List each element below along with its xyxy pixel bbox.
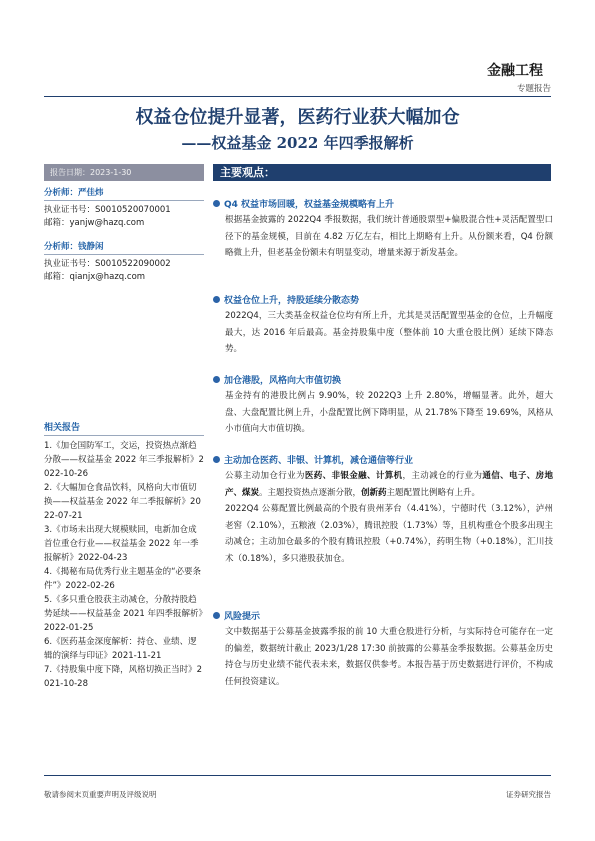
section-body: 文中数据基于公募基金披露季报的前 10 大重仓股进行分析，与实际持仓可能存在一定的偏差，数据统计截止 2023/1/28 17:30 前披露的公募基金季报数据。公募基金历史持仓与历史业绩不能代表未来，数据仅供参考。本报告基于历史数据进行评价，不构成任何投资建议。 [225, 627, 553, 687]
section-market [213, 198, 553, 262]
bullet-icon [213, 296, 220, 303]
bullet-icon [213, 456, 220, 463]
section-heading: Q4 权益市场回暖，权益基金规模略有上升 [213, 198, 553, 212]
bullet-icon [213, 612, 220, 619]
analyst-block [44, 238, 204, 284]
main-points-heading: 主要观点： [220, 166, 275, 179]
brand-label: 金融工程 [487, 63, 543, 79]
bullet-icon [213, 376, 220, 383]
section-heading: 权益仓位上升，持股延续分散态势 [213, 294, 553, 308]
related-report-item[interactable]: 4.《揭秘布局优秀行业主题基金的“必要条件”》2022-02-26 [44, 567, 202, 591]
footer-divider [44, 775, 551, 776]
related-report-item[interactable]: 1.《加仓国防军工，交运，投资热点渐趋分散——权益基金 2022 年三季报解析》2022-10-26 [44, 441, 204, 479]
related-report-item[interactable]: 2.《大幅加仓食品饮料，风格向大市值切换——权益基金 2022 年二季报解析》2022-07-21 [44, 483, 201, 521]
section-heading: 主动加仓医药、非银、计算机，减仓通信等行业 [213, 454, 553, 468]
related-reports [44, 420, 204, 691]
section-body: 2022Q4 公募配置比例最高的个股有贵州茅台（4.41%），宁德时代（3.12%），泸州老窖（2.10%），五粮液（2.03%），腾讯控股（1.73%）等，且机构重仓个股多出现主动减仓；主动加仓最多的个股有腾讯控股（+0.74%），药明生物（+0.18%），汇川技术（0.18%），多只港股获加仓。 [225, 504, 553, 564]
bullet-icon [213, 200, 220, 207]
analyst-panel [44, 184, 204, 284]
related-report-item[interactable]: 7.《持股集中度下降，风格切换正当时》2021-10-28 [44, 665, 203, 689]
report-type: 专题报告 [516, 84, 551, 94]
disclaimer-note: 敬请参阅末页重要声明及评级说明 [44, 790, 157, 799]
related-report-item[interactable]: 5.《多只重仓股获主动减仓，分散持股趋势延续——权益基金 2021 年四季报解析》2022-01-25 [44, 595, 203, 633]
footer-label: 证券研究报告 [506, 790, 551, 799]
analyst-name: 分析师：钱静闲 [44, 238, 204, 255]
header-divider [44, 96, 551, 97]
section-position [213, 294, 553, 358]
analyst-cert: 执业证书号：S0010522090002 [44, 259, 171, 269]
section-body: 基金持有的港股比例占 9.90%，较 2022Q3 上升 2.80%，增幅显著。此外，超大盘、大盘配置比例上升，小盘配置比例下降明显，从 21.78%下降至 19.69%，风格从小市值向大市值切换。 [225, 391, 553, 434]
section-body: 2022Q4，三大类基金权益仓位均有所上升，尤其是灵活配置型基金的仓位，上升幅度最大，达 2016 年后最高。基金持股集中度（整体前 10 大重仓股比例）延续下降态势。 [225, 311, 553, 354]
report-subtitle: ——权益基金 2022 年四季报解析 [181, 134, 414, 152]
analyst-email[interactable]: 邮箱：yanjw@hazq.com [44, 218, 145, 228]
related-report-item[interactable]: 3.《市场未出现大规模赎回，电新加仓成首位重仓行业——权益基金 2022 年一季报解析》2022-04-23 [44, 525, 199, 563]
analyst-email[interactable]: 邮箱：qianjx@hazq.com [44, 272, 146, 282]
analyst-cert: 执业证书号：S0010520070001 [44, 205, 171, 215]
related-report-item[interactable]: 6.《医药基金深度解析：持仓、业绩、逻辑的演绎与印证》2021-11-21 [44, 637, 197, 661]
section-heading: 风险提示 [213, 610, 553, 624]
section-heading: 加仓港股，风格向大市值切换 [213, 374, 553, 388]
report-title: 权益仓位提升显著，医药行业获大幅加仓 [135, 107, 460, 128]
section-body: 公募主动加仓行业为医药、非银金融、计算机，主动减仓的行业为通信、电子、房地产、煤炭。主题投资热点逐渐分散，创新药主题配置比例略有上升。 [225, 471, 553, 498]
analyst-name: 分析师：严佳炜 [44, 184, 204, 201]
section-industry [213, 454, 553, 567]
related-reports-title: 相关报告 [44, 420, 204, 436]
section-body: 根据基金披露的 2022Q4 季报数据，我们统计普通股票型+偏股混合性+灵活配置型口径下的基金规模，目前在 4.82 万亿左右，相比上期略有上升。从份额来看，Q4 份额略微上升，但老基金份额未有明显变动，增量来源于新发基金。 [225, 215, 553, 258]
report-date: 报告日期：2023-1-30 [44, 164, 204, 181]
section-risk [213, 610, 553, 690]
analyst-block [44, 184, 204, 230]
section-hk-style [213, 374, 553, 438]
